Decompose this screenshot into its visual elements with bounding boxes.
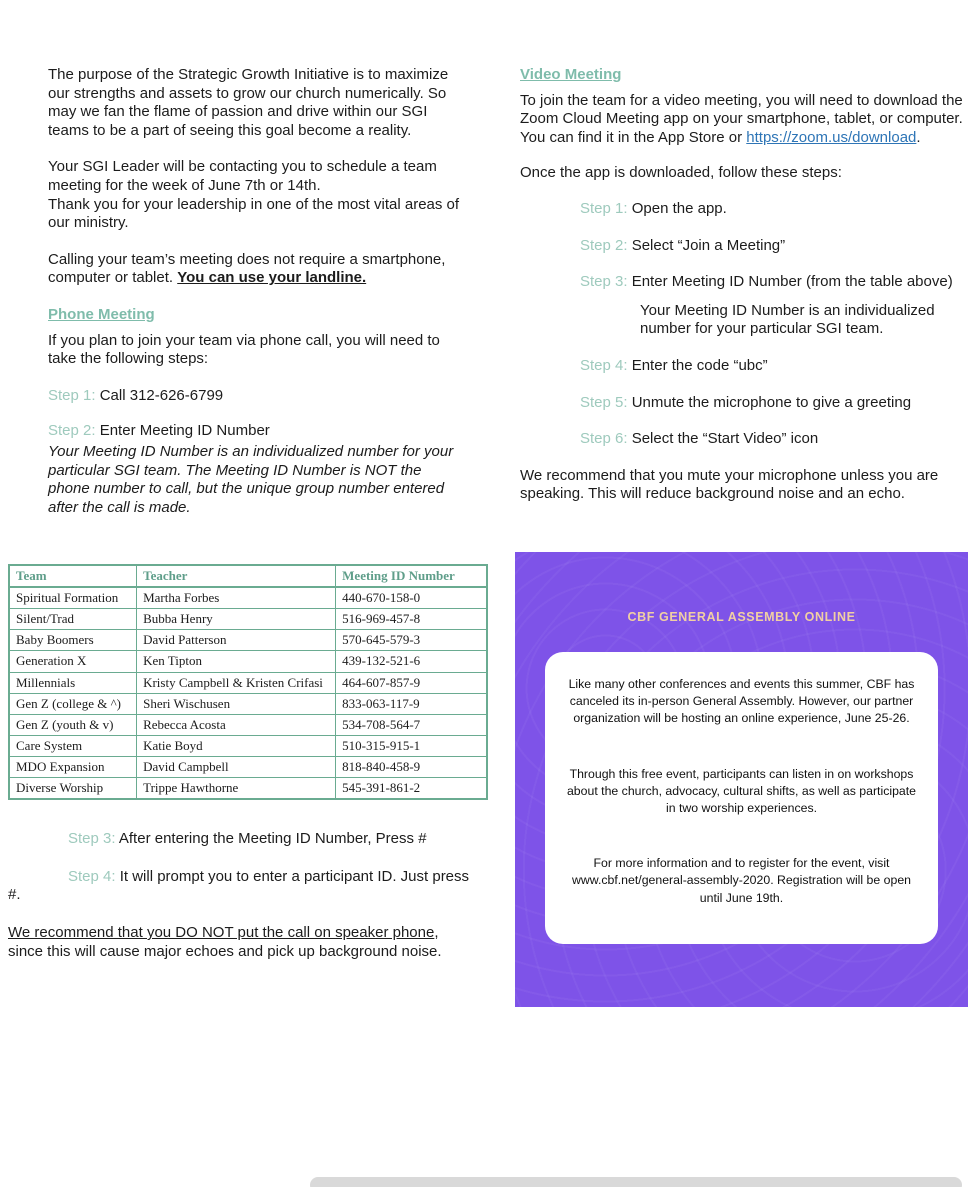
meeting-id-table	[8, 564, 488, 800]
table-row	[9, 693, 487, 714]
mute-recommendation: We recommend that you mute your microphone unless you are speaking. This will reduce background noise and an echo.	[520, 466, 939, 503]
cbf-paragraph-2: Through this free event, participants can listen in on workshops about the church, advocacy, cultural shifts, as well as participate in two worship experiences.	[566, 766, 917, 816]
video-step-3	[520, 273, 966, 292]
leader-line-2: Thank you for your leadership in one of the most vital areas of our ministry.	[48, 195, 460, 232]
speaker-phone-warning-underline: We recommend that you DO NOT put the call on speaker phone	[8, 923, 435, 941]
horizontal-scrollbar[interactable]	[310, 1177, 962, 1187]
left-column-bottom	[8, 564, 488, 961]
cell-team: Care System	[9, 735, 137, 756]
landline-text: Calling your team’s meeting does not require a smartphone, computer or tablet.	[48, 250, 446, 287]
table-row	[9, 651, 487, 672]
landline-underline: You can use your landline.	[177, 269, 367, 287]
video-step-2-label: Step 2:	[580, 236, 628, 254]
video-intro	[520, 92, 966, 148]
cell-teacher: Sheri Wischusen	[137, 693, 336, 714]
video-step-4-label: Step 4:	[580, 356, 628, 374]
cell-team: Gen Z (youth & v)	[9, 714, 137, 735]
video-intro-text: To join the team for a video meeting, you will need to download the Zoom Cloud Meeting app on your smartphone, tablet, or computer. You can find it in the App Store or	[520, 91, 963, 146]
meeting-id-note: Your Meeting ID Number is an individualized number for your particular SGI team. The Meeting ID Number is NOT the phone number to call, but the unique group number entered after the call is made.	[48, 442, 454, 516]
cbf-card-title: CBF GENERAL ASSEMBLY ONLINE	[627, 610, 856, 624]
cbf-paragraph-1: Like many other conferences and events this summer, CBF has canceled its in-person General Assembly. However, our partner organization will be hosting an online experience, June 25-26.	[568, 677, 915, 726]
phone-step-4-text: It will prompt you to enter a participant ID. Just press #.	[8, 867, 470, 904]
video-step-4-text: Enter the code “ubc”	[627, 356, 768, 374]
cell-teacher: Ken Tipton	[137, 651, 336, 672]
cell-teacher: Martha Forbes	[137, 587, 336, 609]
cell-team: Diverse Worship	[9, 778, 137, 800]
cell-team: Generation X	[9, 651, 137, 672]
phone-meeting-heading: Phone Meeting	[48, 305, 155, 323]
cell-team: Baby Boomers	[9, 630, 137, 651]
table-header-row	[9, 565, 487, 587]
zoom-download-link[interactable]: https://zoom.us/download	[746, 128, 917, 146]
video-step-3-text: Enter Meeting ID Number (from the table above)	[627, 273, 953, 291]
phone-step-3-text: After entering the Meeting ID Number, Press #	[115, 830, 427, 848]
phone-step-3	[8, 830, 470, 849]
phone-step-1	[48, 387, 466, 406]
phone-intro: If you plan to join your team via phone call, you will need to take the following steps:	[48, 331, 440, 368]
video-meeting-heading: Video Meeting	[520, 66, 622, 83]
speaker-phone-warning-rest: , since this will cause major echoes and pick up background noise.	[8, 923, 442, 960]
table-row	[9, 714, 487, 735]
col-header-meeting-id: Meeting ID Number	[336, 565, 487, 587]
cell-teacher: Katie Boyd	[137, 735, 336, 756]
video-step-5	[520, 394, 966, 413]
cell-meeting-id: 545-391-861-2	[336, 778, 487, 800]
phone-step-1-label: Step 1:	[48, 386, 96, 404]
landline-paragraph	[48, 251, 466, 288]
video-step-3-note: Your Meeting ID Number is an individualized number for your particular SGI team.	[640, 301, 935, 338]
leader-paragraph	[48, 158, 466, 232]
col-header-team: Team	[9, 565, 137, 587]
leader-line-1: Your SGI Leader will be contacting you to schedule a team meeting for the week of June 7th or 14th.	[48, 158, 437, 194]
cbf-paragraph-3: For more information and to register for the event, visit www.cbf.net/general-assembly-2020. Registration will be open until June 19th.	[571, 856, 912, 905]
cell-meeting-id: 464-607-857-9	[336, 672, 487, 693]
video-step-5-label: Step 5:	[580, 393, 628, 411]
phone-step-2	[48, 422, 466, 441]
video-step-2-text: Select “Join a Meeting”	[627, 236, 786, 254]
cell-meeting-id: 440-670-158-0	[336, 587, 487, 609]
table-row	[9, 778, 487, 800]
cell-meeting-id: 510-315-915-1	[336, 735, 487, 756]
cell-team: Millennials	[9, 672, 137, 693]
cell-teacher: Kristy Campbell & Kristen Crifasi	[137, 672, 336, 693]
video-intro-period: .	[916, 128, 921, 146]
cell-teacher: Trippe Hawthorne	[137, 778, 336, 800]
cell-team: Spiritual Formation	[9, 587, 137, 609]
phone-step-4	[8, 868, 470, 905]
video-step-1-text: Open the app.	[627, 199, 727, 217]
video-step-4	[520, 357, 966, 376]
table-row	[9, 756, 487, 777]
cell-meeting-id: 516-969-457-8	[336, 609, 487, 630]
video-step-1-label: Step 1:	[580, 199, 628, 217]
cell-meeting-id: 570-645-579-3	[336, 630, 487, 651]
cell-teacher: David Campbell	[137, 756, 336, 777]
speaker-phone-warning	[8, 924, 470, 961]
intro-paragraph: The purpose of the Strategic Growth Initiative is to maximize our strengths and assets to grow our church numerically. So may we fan the flame of passion and drive within our SGI teams to be a part of seeing this goal become a reality.	[48, 66, 449, 139]
table-row	[9, 609, 487, 630]
right-column	[520, 66, 966, 521]
phone-step-3-label: Step 3:	[68, 830, 116, 848]
video-step-6-label: Step 6:	[580, 430, 628, 448]
left-column	[48, 66, 466, 535]
cell-teacher: Rebecca Acosta	[137, 714, 336, 735]
cell-teacher: David Patterson	[137, 630, 336, 651]
cell-meeting-id: 439-132-521-6	[336, 651, 487, 672]
video-step-2	[520, 237, 966, 256]
table-row	[9, 735, 487, 756]
video-step-3-label: Step 3:	[580, 273, 628, 291]
phone-step-2-text: Enter Meeting ID Number	[95, 422, 270, 440]
cell-meeting-id: 818-840-458-9	[336, 756, 487, 777]
table-row	[9, 587, 487, 609]
cell-teacher: Bubba Henry	[137, 609, 336, 630]
phone-step-2-label: Step 2:	[48, 422, 96, 440]
phone-steps-continued	[8, 830, 470, 961]
phone-step-4-label: Step 4:	[68, 867, 116, 885]
cbf-card-body	[545, 652, 938, 944]
cell-meeting-id: 833-063-117-9	[336, 693, 487, 714]
table-row	[9, 630, 487, 651]
cell-meeting-id: 534-708-564-7	[336, 714, 487, 735]
video-step-6	[520, 430, 966, 449]
phone-step-1-text: Call 312-626-6799	[95, 386, 224, 404]
cell-team: Gen Z (college & ^)	[9, 693, 137, 714]
cbf-assembly-card	[515, 552, 968, 1007]
video-step-1	[520, 200, 966, 219]
col-header-teacher: Teacher	[137, 565, 336, 587]
cell-team: MDO Expansion	[9, 756, 137, 777]
video-step-5-text: Unmute the microphone to give a greeting	[627, 393, 912, 411]
once-downloaded-text: Once the app is downloaded, follow these steps:	[520, 164, 842, 182]
cell-team: Silent/Trad	[9, 609, 137, 630]
table-row	[9, 672, 487, 693]
video-step-6-text: Select the “Start Video” icon	[627, 430, 819, 448]
